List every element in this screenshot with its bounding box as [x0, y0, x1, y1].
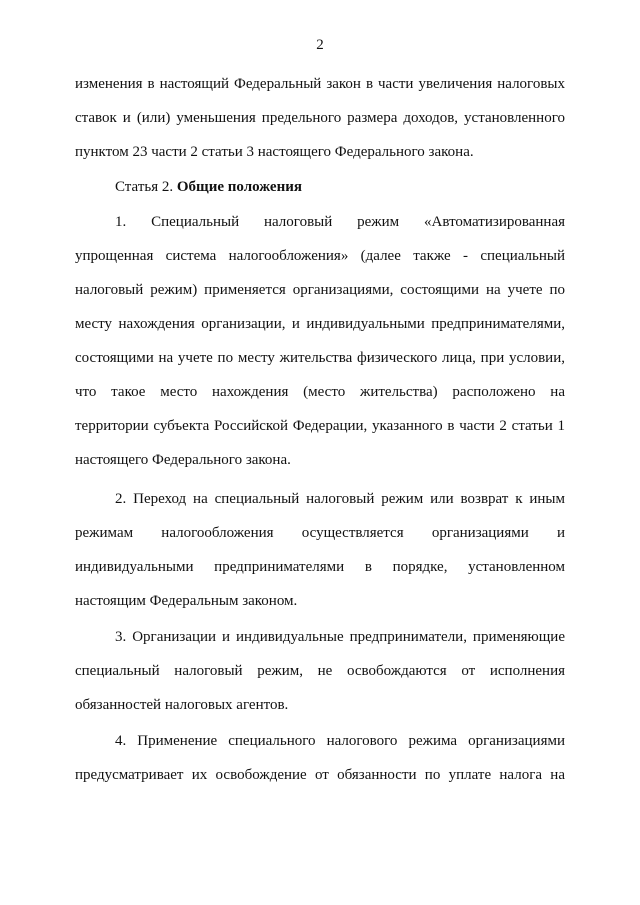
- paragraph-line: состоящими на учете по месту жительства физического лица, при условии,: [75, 350, 565, 366]
- intro-line: пунктом 23 части 2 статьи 3 настоящего Федерального закона.: [75, 144, 474, 160]
- paragraph-line: 2. Переход на специальный налоговый режим или возврат к иным: [115, 491, 565, 507]
- paragraph-line: 4. Применение специального налогового режима организациями: [115, 733, 565, 749]
- intro-line: ставок и (или) уменьшения предельного размера доходов, установленного: [75, 110, 565, 126]
- paragraph-line: обязанностей налоговых агентов.: [75, 697, 289, 713]
- article-prefix: Статья 2.: [115, 179, 177, 195]
- paragraph-1: [75, 205, 565, 477]
- paragraph-line: индивидуальными предпринимателями в порядке, установленном: [75, 559, 565, 575]
- article-heading-line: [75, 170, 565, 204]
- paragraph-line: настоящим Федеральным законом.: [75, 593, 298, 609]
- article-title: Общие положения: [176, 179, 302, 195]
- article-heading: [75, 170, 565, 204]
- intro-paragraph: [75, 67, 565, 169]
- paragraph-line: настоящего Федерального закона.: [75, 452, 291, 468]
- paragraph-line: специальный налоговый режим, не освобождаются от исполнения: [75, 663, 565, 679]
- paragraph-line: режимам налогообложения осуществляется организациями и: [75, 525, 565, 541]
- paragraph-line: месту нахождения организации, и индивидуальными предпринимателями,: [75, 316, 565, 332]
- paragraph-line: предусматривает их освобождение от обязанности по уплате налога на: [75, 767, 565, 783]
- intro-line: изменения в настоящий Федеральный закон в части увеличения налоговых: [75, 76, 565, 92]
- paragraph-4: [75, 724, 565, 792]
- paragraph-3: [75, 620, 565, 722]
- paragraph-line: 3. Организации и индивидуальные предприниматели, применяющие: [115, 629, 565, 645]
- paragraph-line: что такое место нахождения (место жительства) расположено на: [75, 384, 565, 400]
- paragraph-line: налоговый режим) применяется организациями, состоящими на учете по: [75, 282, 565, 298]
- page-number: 2: [316, 37, 324, 53]
- paragraph-line: упрощенная система налогообложения» (далее также - специальный: [75, 248, 565, 264]
- paragraph-line: 1. Специальный налоговый режим «Автоматизированная: [115, 214, 565, 230]
- paragraph-2: [75, 482, 565, 618]
- paragraph-line: территории субъекта Российской Федерации, указанного в части 2 статьи 1: [75, 418, 565, 434]
